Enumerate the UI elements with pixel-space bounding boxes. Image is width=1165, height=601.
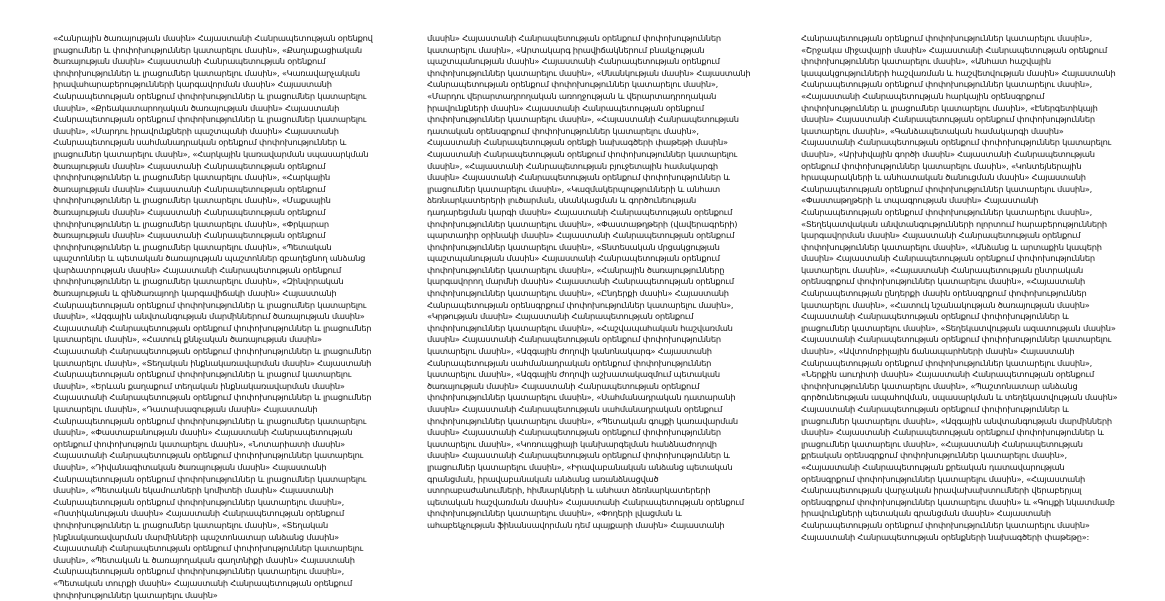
text-column-right: Հանրապետության օրենքում փոփոխություններ կատարելու մասին», «Շրջակա միջավայրի մասին» Հայաստանի Հանրապետության օրենքում փոփոխություններ կատարելու մասին», «Անհատ հաշվային կապակցությունների հաշվառման և հաշվետվության մասին» Հայաստանի Հանրապետության օրենքում փոփոխություններ կատարելու մասին», «Հայաստանի Հանրապետության հարկային օրենսգրքում փոփոխություններ և լրացումներ կատարելու մասին», «Էներգետիկայի մասին» Հայաստանի Հանրապետության օրենքում փոփոխություններ կատարելու մասին», «Գանձապետական համակարգի մասին» Հայաստանի Հանրապետության օրենքում փոփոխություններ կատարելու մասին», «Արխիվային գործի մասին» Հայաստանի Հանրապետության օրենքում փոփոխություններ կատարելու մասին», «Կոնտեյներային հրապարակների և անհատական ծանուցման մասին» Հայաստանի Հանրապետության օրենքում փոփոխություններ կատարելու մասին», «Փաստաթղթերի և տպագրության մասին» Հայաստանի Հանրապետության օրենքում փոփոխություններ կատարելու մասին», «Տեղեկատվական անվտանգությունների ոլորտում հարաբերությունների կարգավորման մասին» Հայաստանի Հանրապետության օրենքում փոփոխություններ կատարելու մասին», «Անձանց և արտաքին կապերի մասին» Հայաստանի Հանրապետության օրենքում փոփոխություններ կատարելու մասին», «Հայաստանի Հանրապետության ընտրական օրենսգրքում փոփոխություններ կատարելու մասին», «Հայաստանի Հանրապետության ընդերքի մասին օրենսգրքում փոփոխություններ կատարելու մասին», «Հատուկ նշանակության ծառայության մասին» Հայաստանի Հանրապետության օրենքում փոփոխություններ և լրացումներ կատարելու մասին», «Տեղեկատվության ազատության մասին» Հայաստանի Հանրապետության օրենքում փոփոխություններ կատարելու մասին», «Ավտոմոբիլային ճանապարհների մասին» Հայաստանի Հանրապետության օրենքում փոփոխություններ կատարելու մասին», «Ներքին աուդիտի մասին» Հայաստանի Հանրապետության օրենքում փոփոխություններ կատարելու մասին», «Պաշտոնատար անձանց գործունեության ապահովման, սպասարկման և տեղեկատվության մասին» Հայաստանի Հանրապետության օրենքում փոփոխություններ և լրացումներ կատարելու մասին», «Ազգային անվտանգության մարմինների մասին» Հայաստանի Հանրապետության օրենքում փոփոխություններ և լրացումներ կատարելու մասին», «Հայաստանի Հանրապետության քրեական օրենսգրքում փոփոխություններ կատարելու մասին», «Հայաստանի Հանրապետության քրեական դատավարության օրենսգրքում փոփոխություններ կատարելու մասին», «Հայաստանի Հանրապետության վարչական իրավախախտումների վերաբերյալ օրենսգրքում փոփոխություններ կատարելու մասին» և «Գույքի նկատմամբ իրավունքների պետական գրանցման մասին» Հայաստանի Հանրապետության օրենքում փոփոխություններ կատարելու մասին» Հայաստանի Հանրապետության օրենքների նախագծերի փաթեթը»: [801,33,1118,542]
text-column-middle: մասին» Հայաստանի Հանրապետության օրենքում փոփոխություններ կատարելու մասին», «Արտակարգ իրավիճակներում բնակչության պաշտպանության մասին» Հայաստանի Հանրապետության օրենքում փոփոխություններ կատարելու մասին», «Սնանկության մասին» Հայաստանի Հանրապետության օրենքում փոփոխություններ կատարելու մասին», «Մարդու վերարտադրողական առողջության և վերարտադրողական իրավունքների մասին» Հայաստանի Հանրապետության օրենքում փոփոխություններ կատարելու մասին», «Հայաստանի Հանրապետության դատական օրենսգրքում փոփոխություններ կատարելու մասին», Հայաստանի Հանրապետության օրենքի նախագծերի փաթեթի մասին» Հայաստանի Հանրապետության օրենքում փոփոխություններ կատարելու մասին», «Հայաստանի Հանրապետության բյուջետային համակարգի մասին» Հայաստանի Հանրապետության օրենքում փոփոխություններ և լրացումներ կատարելու մասին», «Կազմակերպությունների և անհատ ձեռնարկատերերի լուծարման, սնանկացման և գործունեության դադարեցման կարգի մասին» Հայաստանի Հանրապետության օրենքում փոփոխություններ կատարելու մասին», «Փաստաթղթերի (վավերագրերի) պարտադիր օրինակի մասին» Հայաստանի Հանրապետության օրենքում փոփոխություններ կատարելու մասին», «Տնտեսական մրցակցության պաշտպանության մասին» Հայաստանի Հանրապետության օրենքում փոփոխություններ կատարելու մասին», «Հանրային ծառայությունները կարգավորող մարմնի մասին» Հայաստանի Հանրապետության օրենքում փոփոխություններ կատարելու մասին», «Ընդերքի մասին» Հայաստանի Հանրապետության օրենսգրքում փոփոխություններ կատարելու մասին», «Կրթության մասին» Հայաստանի Հանրապետության օրենքում փոփոխություններ կատարելու մասին», «Հաշվապահական հաշվառման մասին» Հայաստանի Հանրապետության օրենքում փոփոխություններ կատարելու մասին», «Ազգային ժողովի կանոնակարգ» Հայաստանի Հանրապետության սահմանադրական օրենքում փոփոխություններ կատարելու մասին», «Ազգային ժողովի աշխատակազմում պետական ծառայության մասին» Հայաստանի Հանրապետության օրենքում փոփոխություններ կատարելու մասին», «Սահմանադրական դատարանի մասին» Հայաստանի Հանրապետության սահմանադրական օրենքում փոփոխություններ կատարելու մասին», «Պետական գույքի կառավարման մասին» Հայաստանի Հանրապետության օրենքում փոփոխություններ կատարելու մասին», «Կոռուպցիայի կանխարգելման հանձնաժողովի մասին» Հայաստանի Հանրապետության օրենքում փոփոխություններ և լրացումներ կատարելու մասին», «Իրավաբանական անձանց պետական գրանցման, իրավաբանական անձանց առանձնացված ստորաբաժանումների, հիմնարկների և անհատ ձեռնարկատերերի պետական հաշվառման մասին» Հայաստանի Հանրապետության օրենքում փոփոխություններ կատարելու մասին», «Փողերի լվացման և ահաբեկչության ֆինանսավորման դեմ պայքարի մասին» Հայաստանի [427,33,751,530]
text-column-left: «Հանրային ծառայության մասին» Հայաստանի Հանրապետության օրենքով լրացումներ և փոփոխություններ կատարելու մասին», «Քաղաքացիական ծառայության մասին» Հայաստանի Հանրապետության օրենքում փոփոխություններ և լրացումներ կատարելու մասին», «Կառավարչական իրավահարաբերությունների կարգավորման մասին» Հայաստանի Հանրապետության օրենքում փոփոխություններ և լրացումներ կատարելու մասին», «Քրեակատարողական ծառայության մասին» Հայաստանի Հանրապետության օրենքում փոփոխություններ և լրացումներ կատարելու մասին», «Մարդու իրավունքների պաշտպանի մասին» Հայաստանի Հանրապետության սահմանադրական օրենքում փոփոխություններ և լրացումներ կատարելու մասին», «Հարկային կառավարման սպասարկման ծառայության մասին» Հայաստանի Հանրապետության օրենքում փոփոխություններ և լրացումներ կատարելու մասին», «Հարկային ծառայության մասին» Հայաստանի Հանրապետության օրենքում փոփոխություններ և լրացումներ կատարելու մասին», «Մաքսային ծառայության մասին» Հայաստանի Հանրապետության օրենքում փոփոխություններ և լրացումներ կատարելու մասին», «Փրկարար ծառայության մասին» Հայաստանի Հանրապետության օրենքում փոփոխություններ և լրացումներ կատարելու մասին», «Պետական պաշտոններ և պետական ծառայության պաշտոններ զբաղեցնող անձանց վարձատրության մասին» Հայաստանի Հանրապետության օրենքում փոփոխություններ և լրացումներ կատարելու մասին», «Զինվորական ծառայության և զինծառայողի կարգավիճակի մասին» Հայաստանի Հանրապետության օրենքում փոփոխություններ և լրացումներ կատարելու մասին», «Ազգային անվտանգության մարմիններում ծառայության մասին» Հայաստանի Հանրապետության օրենքում փոփոխություններ և լրացումներ կատարելու մասին», «Հատուկ քննչական ծառայության մասին» Հայաստանի Հանրապետության օրենքում փոփոխություններ և լրացումներ կատարելու մասին», «Տեղական ինքնակառավարման մասին» Հայաստանի Հանրապետության օրենքում փոփոխություններ և լրացում կատարելու մասին», «Երևան քաղաքում տեղական ինքնակառավարման մասին» Հայաստանի Հանրապետության օրենքում փոփոխություններ և լրացումներ կատարելու մասին», «Դատախազության մասին» Հայաստանի Հանրապետության օրենքում փոփոխություններ և լրացումներ կատարելու մասին», «Փաստաբանության մասին» Հայաստանի Հանրապետության օրենքում փոփոխություն կատարելու մասին», «Նոտարիատի մասին» Հայաստանի Հանրապետության օրենքում փոփոխություններ կատարելու մասին», «Դիվանագիտական ծառայության մասին» Հայաստանի Հանրապետության օրենքում փոփոխություններ և լրացումներ կատարելու մասին», «Պետական եկամուտների կոմիտեի մասին» Հայաստանի Հանրապետության օրենքում փոփոխություններ կատարելու մասին», «Ոստիկանության մասին» Հայաստանի Հանրապետության օրենքում փոփոխություններ և լրացումներ կատարելու մասին», «Տեղական ինքնակառավարման մարմինների պաշտոնատար անձանց մասին» Հայաստանի Հանրապետության օրենքում փոփոխություններ կատարելու մասին», «Պետական և ծառայողական գաղտնիքի մասին» Հայաստանի Հանրապետության օրենքում փոփոխություններ կատարելու մասին», «Պետական տուրքի մասին» Հայաստանի Հանրապետության օրենքում փոփոխություններ կատարելու մասին» [53,33,373,600]
